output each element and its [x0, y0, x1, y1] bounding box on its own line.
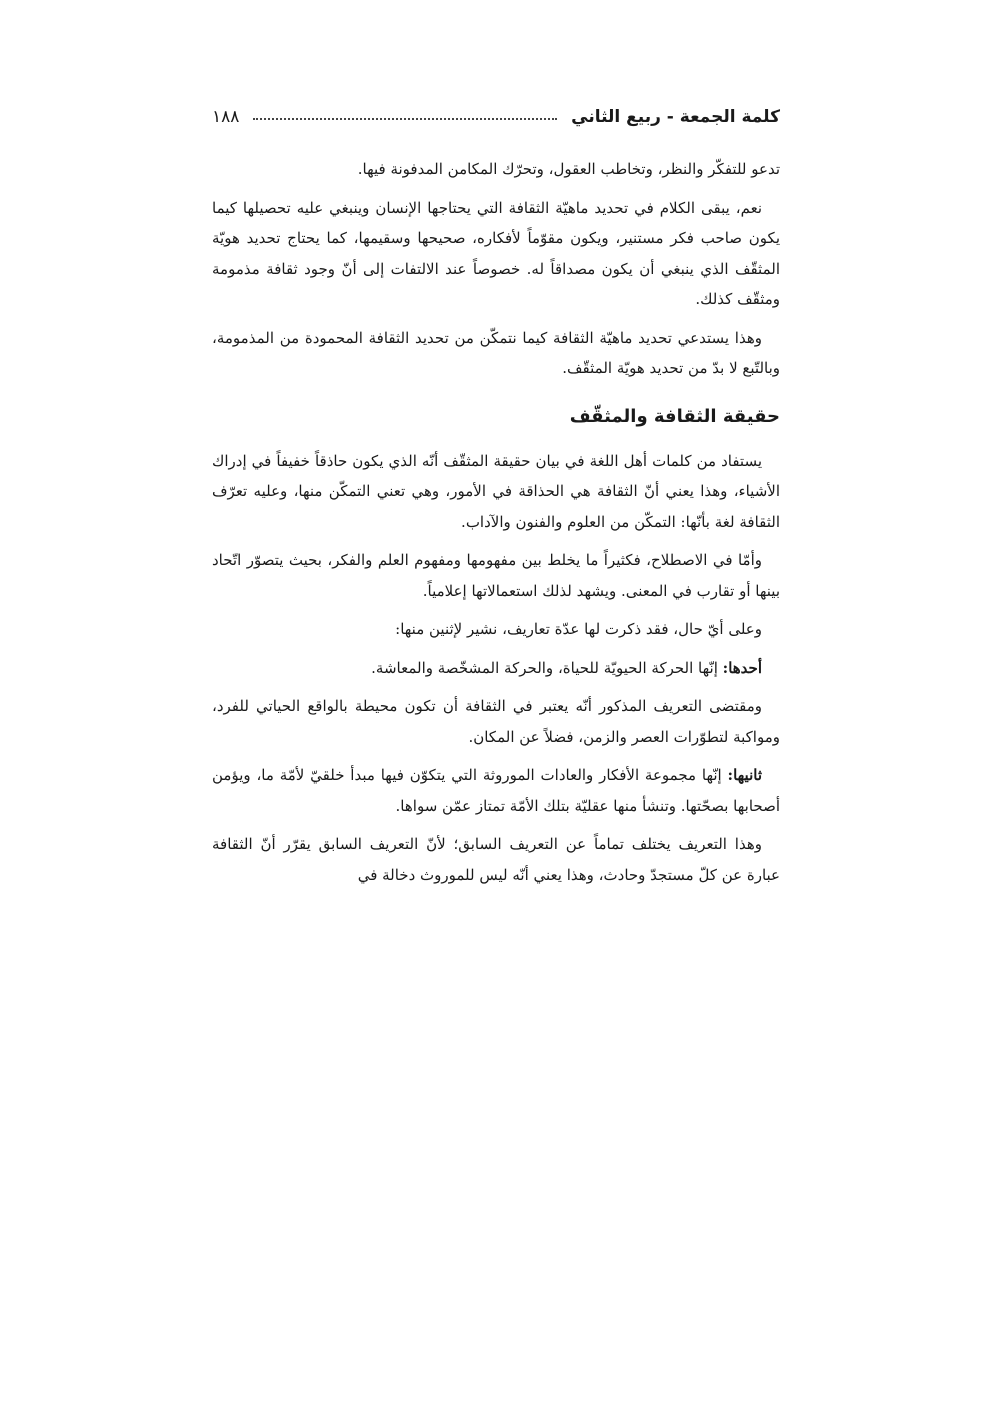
section-title: حقيقة الثقافة والمثقّف: [569, 405, 780, 427]
paragraph-8: ومقتضى التعريف المذكور أنّه يعتبر في الثقافة أن تكون محيطة بالواقع الحياتي للفرد، ومواكبة لتطوّرات العصر والزمن، فضلاً عن المكان.: [212, 697, 780, 746]
header-dotted-leader: [253, 118, 557, 120]
definition-two-lead: ثانيها:: [727, 766, 762, 784]
running-title: كلمة الجمعة - ربيع الثاني: [571, 107, 780, 127]
page: [212, 98, 780, 898]
definition-one-text: إنّها الحركة الحيويّة للحياة، والحركة المشخّصة والمعاشة.: [371, 658, 723, 677]
paragraph-6: وعلى أيّ حال، فقد ذكرت لها عدّة تعاريف، نشير لإثنين منها:: [395, 620, 762, 638]
definition-one-lead: أحدها:: [722, 658, 762, 677]
paragraph-4: يستفاد من كلمات أهل اللغة في بيان حقيقة المثقّف أنّه الذي يكون حاذقاً خفيفاً في إدراك الأشياء، وهذا يعني أنّ الثقافة هي الحذاقة في الأمور، وهي تعني التمكّن منها، وعليه تعرّف الثقافة لغة بأنّها: التمكّن من العلوم والفنون والآداب.: [212, 451, 780, 531]
paragraph-7: [212, 653, 780, 684]
paragraph-3: وهذا يستدعي تحديد ماهيّة الثقافة كيما نتمكّن من تحديد الثقافة المحمودة من المذمومة، وبالتّبع لا بدّ من تحديد هويّة المثقّف.: [212, 328, 780, 377]
paragraph-5: وأمّا في الاصطلاح، فكثيراً ما يخلط بين مفهومها ومفهوم العلم والفكر، بحيث يتصوّر اتّحاد بينها أو تقارب في المعنى. ويشهد لذلك استعمالاتها إعلامياً.: [212, 551, 780, 600]
paragraph-1: تدعو للتفكّر والنظر، وتخاطب العقول، وتحرّك المكامن المدفونة فيها.: [357, 160, 780, 178]
paragraph-9: [212, 760, 780, 821]
page-number: ١٨٨: [212, 107, 240, 127]
definition-two-text: إنّها مجموعة الأفكار والعادات الموروثة التي يتكوّن فيها مبدأ خلقيّ لأمّة ما، ويؤمن أصحابها بصحّتها. وتنشأ منها عقليّة بتلك الأمّة تمتاز عمّن سواها.: [212, 766, 780, 815]
paragraph-10: وهذا التعريف يختلف تماماً عن التعريف السابق؛ لأنّ التعريف السابق يقرّر أنّ الثقافة عبارة عن كلّ مستجدّ وحادث، وهذا يعني أنّه ليس للموروث دخالة في: [212, 835, 780, 884]
paragraph-2: نعم، يبقى الكلام في تحديد ماهيّة الثقافة التي يحتاجها الإنسان وينبغي عليه تحصيلها كيما يكون صاحب فكر مستنير، ويكون مقوّماً لأفكاره، صحيحها وسقيمها، كما يحتاج تحديد هويّة المثقّف الذي ينبغي أن يكون مصداقاً له. خصوصاً عند الالتفات إلى أنّ وجود ثقافة مذمومة ومثقّف كذلك.: [212, 198, 780, 308]
page-header: [212, 98, 780, 136]
body-text: [212, 154, 780, 890]
